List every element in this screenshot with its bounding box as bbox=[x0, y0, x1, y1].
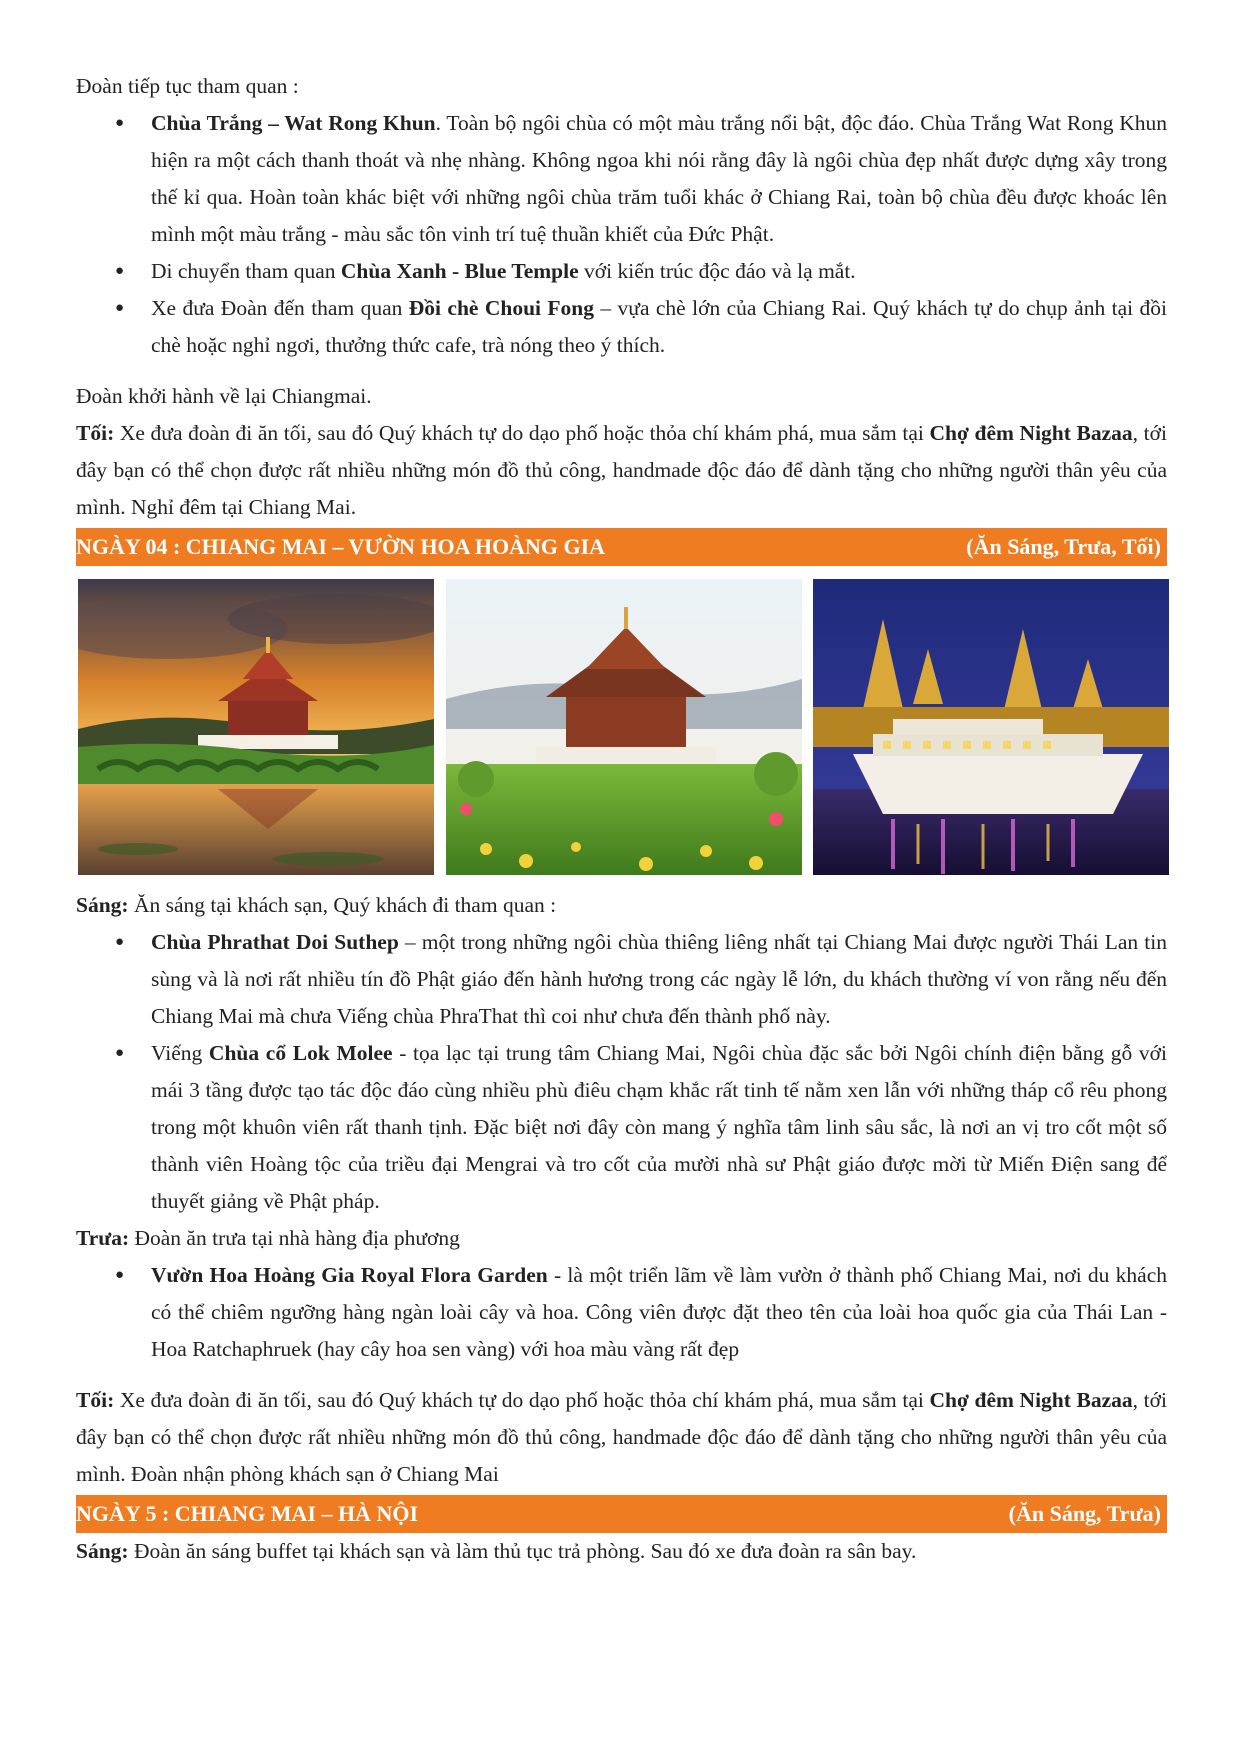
night-market-name: Chợ đêm Night Bazaa bbox=[929, 1388, 1133, 1412]
item-title: Chùa cổ Lok Molee bbox=[208, 1041, 393, 1065]
evening-paragraph-2 bbox=[76, 1382, 1167, 1493]
evening-rest: , tới đây bạn có thể chọn được rất nhiều những món đồ thủ công, handmade độc đáo để dành tặng cho những người thân yêu của mình. Đoàn nhận phòng khách sạn ở Chiang Mai bbox=[76, 1388, 1167, 1486]
evening-text: Xe đưa đoàn đi ăn tối, sau đó Quý khách tự do dạo phố hoặc thỏa chí khám phá, mua sắm tại bbox=[114, 421, 930, 445]
noon-paragraph bbox=[76, 1220, 1167, 1257]
evening-rest: , tới đây bạn có thể chọn được rất nhiều những món đồ thủ công, handmade độc đáo để dành tặng cho những người thân yêu của mình. Nghỉ đêm tại Chiang Mai. bbox=[76, 421, 1167, 519]
day-4-title: NGÀY 04 : CHIANG MAI – VƯỜN HOA HOÀNG GIA bbox=[76, 534, 606, 559]
morning-label: Sáng: bbox=[76, 1539, 129, 1563]
item-title: Vườn Hoa Hoàng Gia Royal Flora Garden bbox=[151, 1263, 548, 1287]
morning-label: Sáng: bbox=[76, 893, 129, 917]
item-text: – một trong những ngôi chùa thiêng liêng nhất tại Chiang Mai được người Thái Lan tin sùng và là nơi rất nhiều tín đồ Phật giáo đến hành hương trong các ngày lễ lớn, du khách thường ví von rằng nếu đến Chiang Mai mà chưa Viếng chùa PhraThat thì coi như chưa đến thành phố này. bbox=[151, 930, 1167, 1028]
list-item bbox=[76, 924, 1167, 1035]
noon-label: Trưa: bbox=[76, 1226, 130, 1250]
item-title: Chùa Xanh - Blue Temple bbox=[340, 259, 579, 283]
morning-text: Đoàn ăn sáng buffet tại khách sạn và làm thủ tục trả phòng. Sau đó xe đưa đoàn ra sân bay. bbox=[128, 1539, 917, 1563]
noon-text: Đoàn ăn trưa tại nhà hàng địa phương bbox=[129, 1226, 460, 1250]
depart-text: Đoàn khởi hành về lại Chiangmai. bbox=[76, 384, 372, 408]
itinerary-page bbox=[76, 68, 1167, 1570]
morning-paragraph bbox=[76, 887, 1167, 924]
morning-text: Ăn sáng tại khách sạn, Quý khách đi tham quan : bbox=[128, 893, 557, 917]
item-text: – vựa chè lớn của Chiang Rai. Quý khách tự do chụp ảnh tại đồi chè hoặc nghỉ ngơi, thưởng thức cafe, trà nóng theo ý thích. bbox=[151, 296, 1167, 357]
item-prefix: Viếng bbox=[151, 1041, 209, 1065]
day-4-meals: (Ăn Sáng, Trưa, Tối) bbox=[966, 534, 1161, 559]
photo-strip bbox=[78, 579, 1169, 875]
day-5-title: NGÀY 5 : CHIANG MAI – HÀ NỘI bbox=[76, 1501, 419, 1526]
day-5-meals: (Ăn Sáng, Trưa) bbox=[1008, 1501, 1161, 1526]
item-text: . Toàn bộ ngôi chùa có một màu trắng nổi bật, độc đáo. Chùa Trắng Wat Rong Khun hiện ra một cách thanh thoát và nhẹ nhàng. Không ngoa khi nói rằng đây là ngôi chùa đẹp nhất được dựng xây trong thế kỉ qua. Hoàn toàn khác biệt với những ngôi chùa trăm tuổi khác ở Chiang Rai, toàn bộ chùa đều được khoác lên mình một màu trắng - màu sắc tôn vinh trí tuệ thuần khiết của Đức Phật. bbox=[151, 111, 1167, 246]
list-item bbox=[76, 105, 1167, 253]
item-title: Chùa Phrathat Doi Suthep bbox=[151, 930, 399, 954]
evening-text: Xe đưa đoàn đi ăn tối, sau đó Quý khách tự do dạo phố hoặc thỏa chí khám phá, mua sắm tại bbox=[114, 1388, 930, 1412]
attraction-list-1 bbox=[76, 105, 1167, 364]
item-text: - tọa lạc tại trung tâm Chiang Mai, Ngôi chùa đặc sắc bởi Ngôi chính điện bằng gỗ với mái 3 tầng được tạo tác độc đáo cùng nhiều phù điêu chạm khắc rất tinh tế nằm xen lẫn với những tháp cổ rêu phong trong một khuôn viên rất thanh tịnh. Đặc biệt nơi đây còn mang ý nghĩa tâm linh sâu sắc, là nơi an vị tro cốt một số thành viên Hoàng tộc của triều đại Mengrai và tro cốt của mười nhà sư Phật giáo được mời từ Miến Điện sang để thuyết giảng về Phật pháp. bbox=[151, 1041, 1167, 1213]
royal-pavilion-sunset-photo bbox=[78, 579, 434, 875]
royal-flora-garden-photo bbox=[446, 579, 802, 875]
item-text: với kiến trúc độc đáo và lạ mắt. bbox=[578, 259, 856, 283]
item-text: - là một triển lãm về làm vườn ở thành phố Chiang Mai, nơi du khách có thể chiêm ngưỡng hàng ngàn loài cây và hoa. Công viên được đặt theo tên của loài hoa quốc gia của Thái Lan - Hoa Ratchaphruek (hay cây hoa sen vàng) với hoa màu vàng rất đẹp bbox=[151, 1263, 1167, 1361]
night-market-name: Chợ đêm Night Bazaa bbox=[929, 421, 1133, 445]
attraction-list-2 bbox=[76, 924, 1167, 1220]
night-river-cruise-photo bbox=[813, 579, 1169, 875]
list-item bbox=[76, 1035, 1167, 1220]
evening-label: Tối: bbox=[76, 421, 115, 445]
item-title: Chùa Trắng – Wat Rong Khun bbox=[151, 111, 436, 135]
day-5-header bbox=[76, 1495, 1167, 1533]
item-prefix: Xe đưa Đoàn đến tham quan bbox=[151, 296, 409, 320]
item-title: Đồi chè Choui Fong bbox=[408, 296, 594, 320]
item-prefix: Di chuyển tham quan bbox=[151, 259, 341, 283]
list-item bbox=[76, 1257, 1167, 1368]
evening-label: Tối: bbox=[76, 1388, 115, 1412]
day-4-header bbox=[76, 528, 1167, 566]
evening-paragraph bbox=[76, 415, 1167, 526]
morning-day5-paragraph bbox=[76, 1533, 1167, 1570]
list-item bbox=[76, 253, 1167, 290]
attraction-list-3 bbox=[76, 1257, 1167, 1368]
list-item bbox=[76, 290, 1167, 364]
intro-text: Đoàn tiếp tục tham quan : bbox=[76, 74, 299, 98]
